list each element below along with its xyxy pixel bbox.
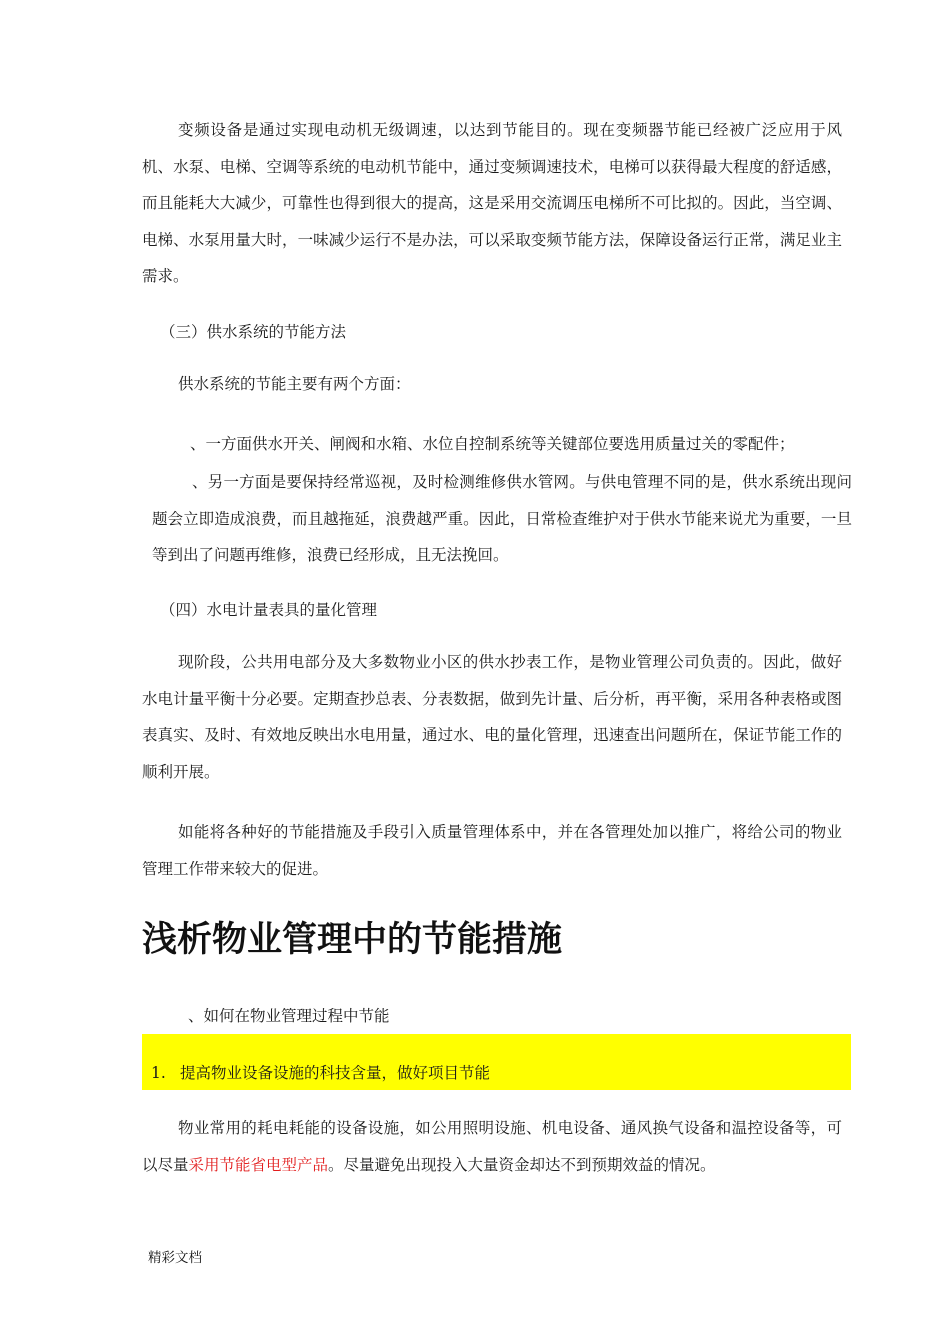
heading-water-supply: （三）供水系统的节能方法 [160,323,347,341]
list-item-water-inspection: 、另一方面是要保持经常巡视，及时检测维修供水管网。与供电管理不同的是，供水系统出现问题会立即造成浪费，而且越拖延，浪费越严重。因此，日常检查维护对于供水节能来说尤为重要，一旦等到出了问题再维修，浪费已经形成，且无法挽回。 [152,473,852,564]
paragraph-frequency-conversion: 变频设备是通过实现电动机无级调速，以达到节能目的。现在变频器节能已经被广泛应用于风机、水泵、电梯、空调等系统的电动机节能中，通过变频调速技术，电梯可以获得最大程度的舒适感，而且能耗大大减少，可靠性也得到很大的提高，这是采用交流调压电梯所不可比拟的。因此，当空调、电梯、水泵用量大时，一味减少运行不是办法，可以采取变频节能方法，保障设备运行正常，满足业主需求。 [142,121,842,285]
paragraph-metering: 现阶段，公共用电部分及大多数物业小区的供水抄表工作，是物业管理公司负责的。因此，做好水电计量平衡十分必要。定期查抄总表、分表数据，做到先计量、后分析，再平衡，采用各种表格或图表真实、及时、有效地反映出水电用量，通过水、电的量化管理，迅速查出问题所在，保证节能工作的顺利开展。 [142,653,842,781]
red-emphasis-text: 采用节能省电型产品 [188,1155,329,1174]
highlight-number: 1. [151,1064,166,1082]
footer-watermark: 精彩文档 [148,1250,202,1266]
paragraph-equipment-end: 。尽量避免出现投入大量资金却达不到预期效益的情况。 [328,1155,716,1174]
article-title: 浅析物业管理中的节能措施 [142,919,563,960]
paragraph-water-supply-intro: 供水系统的节能主要有两个方面： [178,375,411,393]
paragraph-equipment [142,1110,842,1183]
paragraph-equipment-start: 物业常用的耗电耗能的设备设施，如公用照明设施、机电设备、通风换气设备和温控设备等，可以尽量 [142,1119,842,1174]
highlight-text: 提高物业设备设施的科技含量，做好项目节能 [180,1064,491,1082]
highlighted-heading [142,1034,851,1090]
section-heading: 、如何在物业管理过程中节能 [188,1007,390,1025]
paragraph-quality-management: 如能将各种好的节能措施及手段引入质量管理体系中，并在各管理处加以推广，将给公司的物业管理工作带来较大的促进。 [142,823,842,878]
heading-metering: （四）水电计量表具的量化管理 [160,601,378,619]
list-item-water-parts: 、一方面供水开关、闸阀和水箱、水位自控制系统等关键部位要选用质量过关的零配件； [190,435,795,453]
